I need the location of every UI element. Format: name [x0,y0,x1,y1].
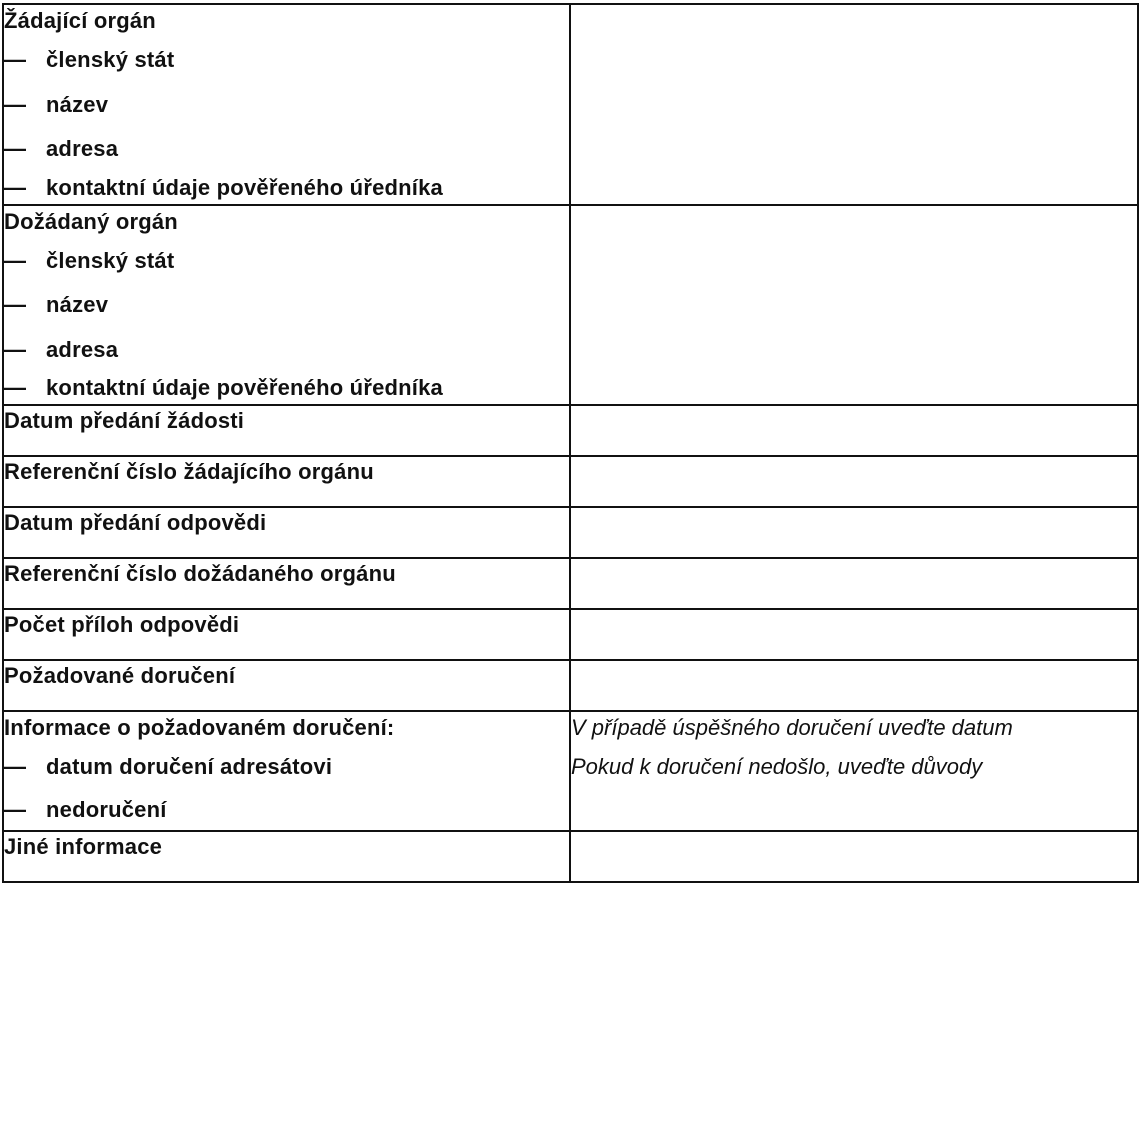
requesting-authority-value-field[interactable] [570,4,1138,205]
row-requesting-authority [3,4,1138,205]
delivery-info-heading: Informace o požadovaném doručení: [4,715,395,740]
dash-glyph: — [4,336,27,362]
list-item [4,38,569,83]
other-info-label: Jiné informace [4,833,163,859]
delivery-failure-note: Pokud k doručení nedošlo, uveďte důvody [571,754,983,779]
list-item [4,790,569,830]
dash-glyph: — [4,136,27,161]
attachments-count-label: Počet příloh odpovědi [4,612,240,637]
requested-delivery-value-field[interactable] [570,660,1138,711]
requesting-reference-label-cell [3,456,570,507]
requested-reference-label-cell [3,558,570,609]
row-requested-delivery [3,660,1138,711]
reply-date-label: Datum předání odpovědi [4,510,267,535]
list-item [4,172,569,204]
row-requested-authority [3,205,1138,406]
requesting-reference-label: Referenční číslo žádajícího orgánu [4,459,374,484]
dash-glyph: — [4,375,27,400]
dash-glyph: — [4,247,27,273]
row-delivery-info [3,711,1138,831]
dash-glyph: — [4,91,27,117]
requesting-authority-label-cell [3,4,570,205]
list-item [4,239,569,284]
row-other-info [3,831,1138,882]
list-item [4,328,569,373]
list-item [4,83,569,128]
dash-glyph: — [4,796,27,822]
row-requested-reference [3,558,1138,609]
delivery-info-label-cell [3,711,570,831]
reply-date-value-field[interactable] [570,507,1138,558]
list-item-label: adresa [46,136,119,161]
request-date-label: Datum předání žádosti [4,408,245,433]
row-attachments-count [3,609,1138,660]
list-item-label: datum doručení adresátovi [46,754,333,779]
delivery-info-value-field[interactable] [570,711,1138,831]
requesting-authority-heading: Žádající orgán [4,8,156,33]
delivery-success-note: V případě úspěšného doručení uveďte datum [571,715,1013,740]
requested-authority-label-cell [3,205,570,406]
other-info-label-cell [3,831,570,882]
request-form-table [2,3,1139,883]
requested-reference-label: Referenční číslo dožádaného orgánu [4,561,396,586]
dash-glyph: — [4,47,27,72]
dash-glyph: — [4,292,27,317]
dash-glyph: — [4,754,27,779]
requesting-reference-value-field[interactable] [570,456,1138,507]
list-item-label: název [46,292,109,317]
requested-authority-value-field[interactable] [570,205,1138,406]
other-info-value-field[interactable] [570,831,1138,882]
list-item-label: adresa [46,336,119,362]
row-reply-date [3,507,1138,558]
requested-reference-value-field[interactable] [570,558,1138,609]
attachments-count-value-field[interactable] [570,609,1138,660]
list-item-label: nedoručení [46,796,167,822]
list-item [4,283,569,328]
list-item-label: členský stát [46,47,175,72]
reply-date-label-cell [3,507,570,558]
requested-delivery-label: Požadované doručení [4,663,236,688]
requested-authority-heading: Dožádaný orgán [4,208,178,234]
list-item-label: název [46,91,109,117]
attachments-count-label-cell [3,609,570,660]
row-request-date [3,405,1138,456]
list-item [4,745,569,790]
list-item [4,372,569,404]
row-requesting-reference [3,456,1138,507]
dash-glyph: — [4,174,27,200]
list-item-label: členský stát [46,247,175,273]
requested-delivery-label-cell [3,660,570,711]
list-item [4,127,569,172]
list-item-label: kontaktní údaje pověřeného úředníka [46,375,443,400]
request-date-label-cell [3,405,570,456]
request-date-value-field[interactable] [570,405,1138,456]
list-item-label: kontaktní údaje pověřeného úředníka [46,174,443,200]
